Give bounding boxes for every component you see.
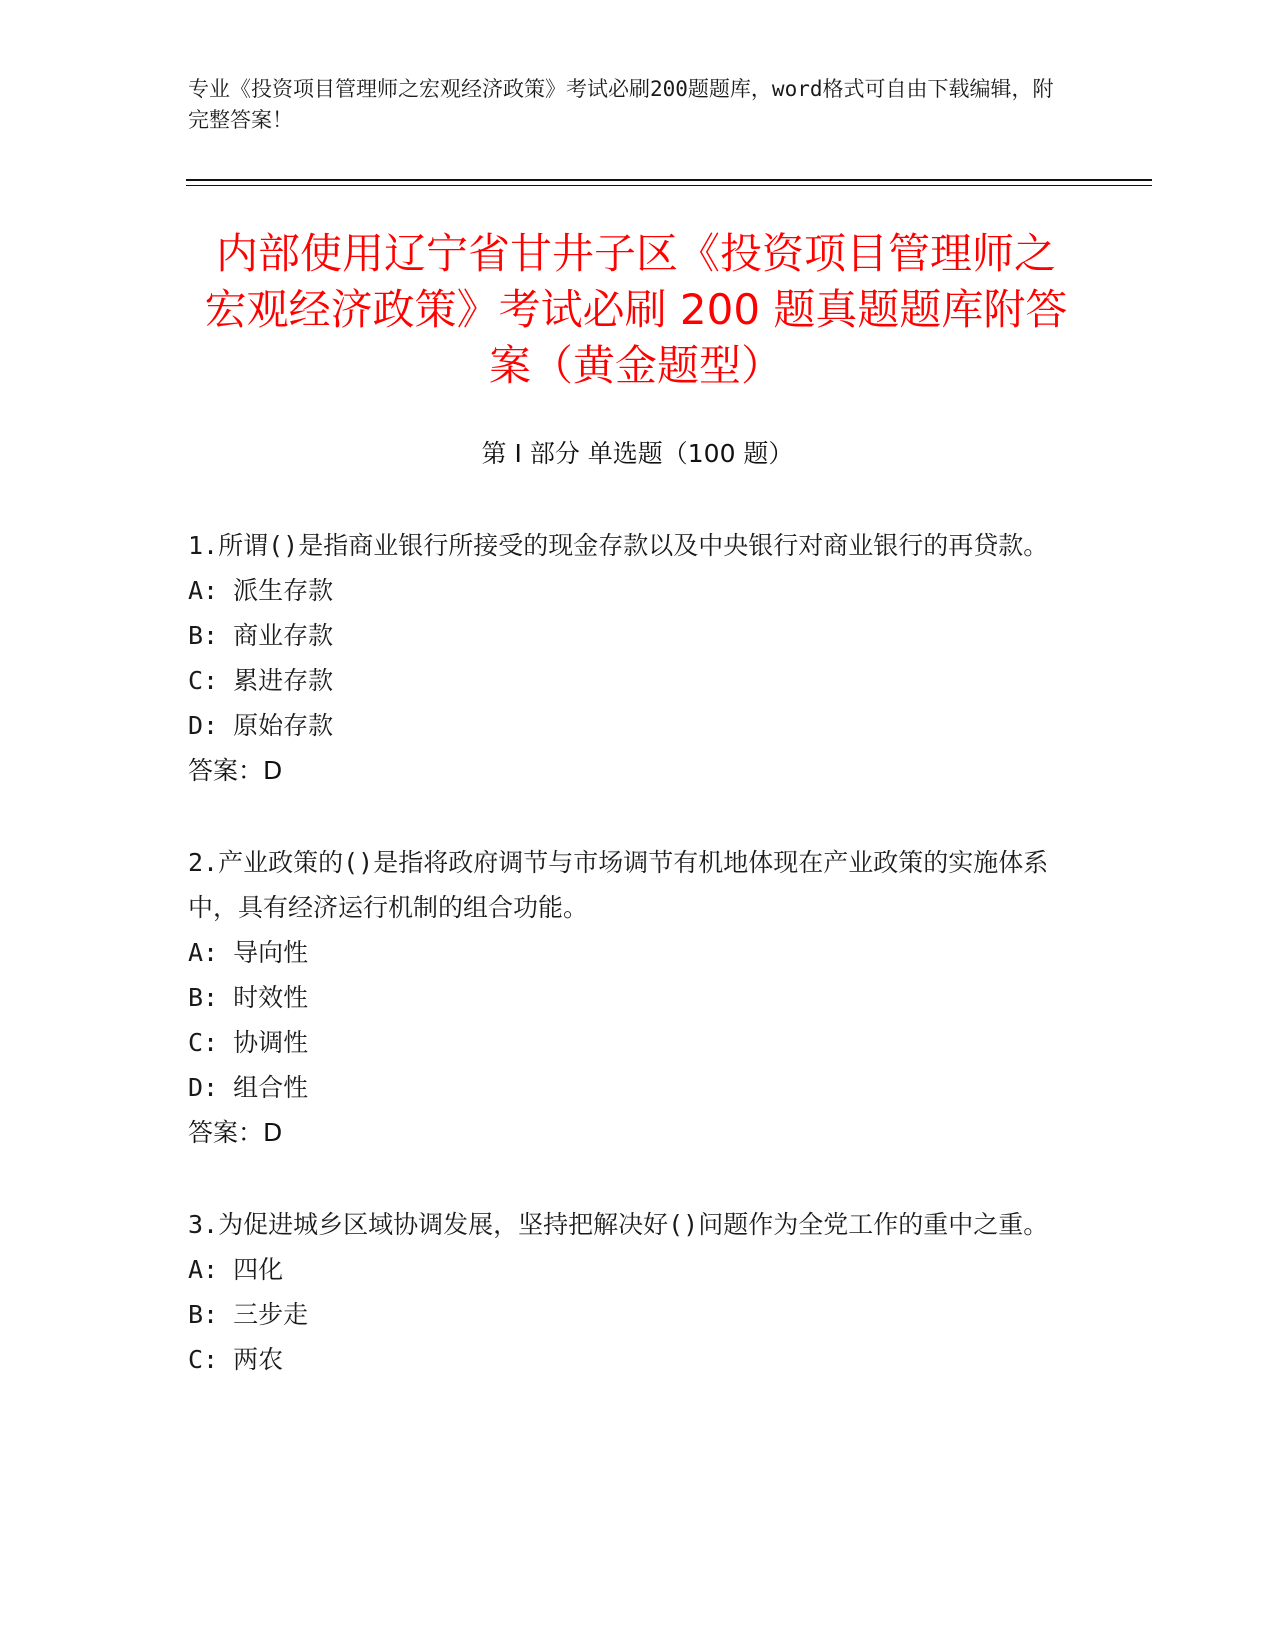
header-divider-thin xyxy=(186,185,1152,186)
option-c: C: 协调性 xyxy=(188,1028,309,1057)
question-3 xyxy=(188,1202,1068,1382)
question-text: 1.所谓()是指商业银行所接受的现金存款以及中央银行对商业银行的再贷款。 xyxy=(188,531,1049,560)
question-list xyxy=(188,523,1068,1429)
option-b: B: 时效性 xyxy=(188,983,309,1012)
question-text: 2.产业政策的()是指将政府调节与市场调节有机地体现在产业政策的实施体系中，具有经济运行机制的组合功能。 xyxy=(188,848,1049,922)
question-2 xyxy=(188,840,1068,1155)
option-a: A: 四化 xyxy=(188,1255,284,1284)
section-heading: 第 I 部分 单选题（100 题） xyxy=(481,439,794,468)
option-b: B: 三步走 xyxy=(188,1300,309,1329)
option-c: C: 累进存款 xyxy=(188,666,334,695)
header-divider-thick xyxy=(186,179,1152,181)
option-a: A: 导向性 xyxy=(188,938,309,967)
document-title: 内部使用辽宁省甘井子区《投资项目管理师之宏观经济政策》考试必刷 200 题真题题库附答案（黄金题型） xyxy=(204,229,1068,390)
option-c: C: 两农 xyxy=(188,1345,284,1374)
header-note: 专业《投资项目管理师之宏观经济政策》考试必刷200题题库，word格式可自由下载编辑，附完整答案！ xyxy=(188,77,1054,132)
option-b: B: 商业存款 xyxy=(188,621,334,650)
option-d: D: 原始存款 xyxy=(188,711,334,740)
option-d: D: 组合性 xyxy=(188,1073,309,1102)
answer: 答案：D xyxy=(188,756,283,785)
question-1 xyxy=(188,523,1068,793)
answer: 答案：D xyxy=(188,1118,283,1147)
option-a: A: 派生存款 xyxy=(188,576,334,605)
question-text: 3.为促进城乡区域协调发展，坚持把解决好()问题作为全党工作的重中之重。 xyxy=(188,1210,1049,1239)
